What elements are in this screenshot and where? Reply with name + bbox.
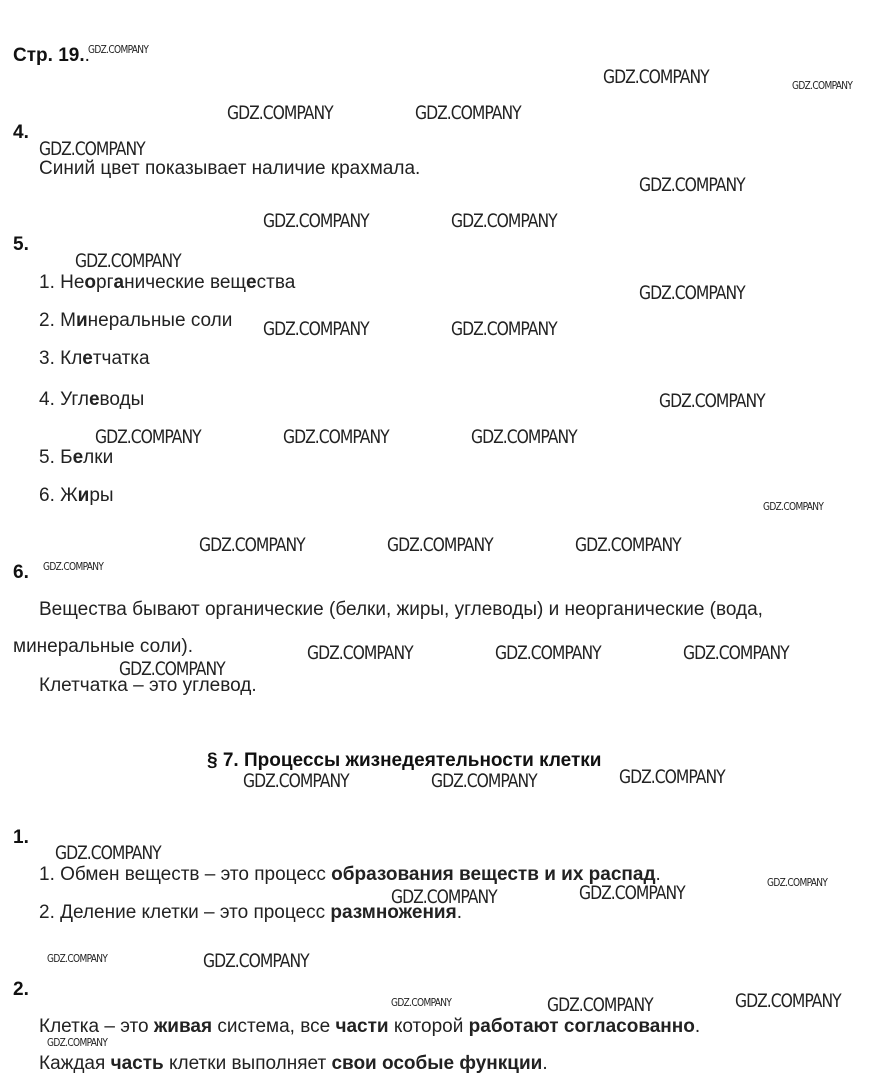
watermark-text: GDZ.COMPANY bbox=[263, 210, 369, 232]
p7-answer-2-line-2 bbox=[39, 1053, 548, 1075]
answer-bold-text: живая bbox=[153, 1016, 213, 1037]
item-text: ры bbox=[89, 485, 114, 506]
answer-text: система, все bbox=[212, 1016, 336, 1037]
section-5-number: 5. bbox=[13, 234, 29, 255]
answer-bold-text: работают согласованно bbox=[468, 1016, 695, 1037]
watermark-text: GDZ.COMPANY bbox=[495, 642, 601, 664]
watermark-text: GDZ.COMPANY bbox=[575, 534, 681, 556]
watermark-text: GDZ.COMPANY bbox=[431, 770, 537, 792]
answer-text: 1. Обмен веществ – это процесс bbox=[39, 864, 332, 885]
answer-text: . bbox=[694, 1016, 701, 1037]
answer-text: Клетка – это bbox=[39, 1016, 154, 1037]
p7-question-1-number: 1. bbox=[13, 827, 29, 848]
section-6-number: 6. bbox=[13, 562, 29, 583]
item-text: 3. Кл bbox=[39, 348, 83, 369]
item-bold-letter: и bbox=[75, 310, 88, 331]
item-bold-letter: е bbox=[88, 389, 100, 410]
watermark-text: GDZ.COMPANY bbox=[227, 102, 333, 124]
list-item-fats bbox=[39, 485, 114, 507]
section-4-text: Синий цвет показывает наличие крахмала. bbox=[39, 158, 421, 179]
watermark-text: GDZ.COMPANY bbox=[47, 952, 108, 965]
watermark-text: GDZ.COMPANY bbox=[451, 318, 557, 340]
answer-bold-text: образования веществ и их распад bbox=[331, 864, 656, 885]
watermark-text: GDZ.COMPANY bbox=[603, 66, 709, 88]
item-bold-letter: и bbox=[77, 485, 90, 506]
list-item-minerals bbox=[39, 310, 232, 332]
watermark-text: GDZ.COMPANY bbox=[471, 426, 577, 448]
watermark-text: GDZ.COMPANY bbox=[391, 886, 497, 908]
watermark-text: GDZ.COMPANY bbox=[763, 500, 824, 513]
section-4-number: 4. bbox=[13, 122, 29, 143]
item-bold-letter: е bbox=[82, 348, 93, 369]
watermark-text: GDZ.COMPANY bbox=[659, 390, 765, 412]
p7-answer-2-line-1 bbox=[39, 1016, 700, 1038]
watermark-text: GDZ.COMPANY bbox=[639, 282, 745, 304]
watermark-text: GDZ.COMPANY bbox=[47, 1036, 108, 1049]
answer-bold-text: размножения bbox=[330, 902, 457, 923]
watermark-text: GDZ.COMPANY bbox=[619, 766, 725, 788]
item-text: 1. Не bbox=[39, 272, 85, 293]
watermark-text: GDZ.COMPANY bbox=[415, 102, 521, 124]
item-text: рг bbox=[96, 272, 114, 293]
item-text: неральные соли bbox=[87, 310, 233, 331]
watermark-text: GDZ.COMPANY bbox=[199, 534, 305, 556]
watermark-text: GDZ.COMPANY bbox=[792, 79, 853, 92]
item-text: ства bbox=[256, 272, 296, 293]
watermark-text: GDZ.COMPANY bbox=[75, 250, 181, 272]
answer-text: клетки выполняет bbox=[163, 1053, 332, 1074]
item-text: 5. Б bbox=[39, 447, 73, 468]
answer-text: 2. Деление клетки – это процесс bbox=[39, 902, 331, 923]
watermark-text: GDZ.COMPANY bbox=[263, 318, 369, 340]
watermark-text: GDZ.COMPANY bbox=[55, 842, 161, 864]
answer-text: Каждая bbox=[39, 1053, 111, 1074]
list-item-inorganic bbox=[39, 272, 295, 294]
item-text: 2. М bbox=[39, 310, 76, 331]
list-item-fiber bbox=[39, 348, 150, 370]
watermark-text: GDZ.COMPANY bbox=[307, 642, 413, 664]
item-text: воды bbox=[99, 389, 145, 410]
page-reference bbox=[13, 45, 90, 67]
section-6-line-1: Вещества бывают органические (белки, жиры, углеводы) и неорганические (вода, bbox=[39, 599, 763, 620]
item-bold-letter: о bbox=[84, 272, 97, 293]
watermark-text: GDZ.COMPANY bbox=[547, 994, 653, 1016]
watermark-text: GDZ.COMPANY bbox=[683, 642, 789, 664]
watermark-text: GDZ.COMPANY bbox=[283, 426, 389, 448]
page-reference-text: Стр. 19. bbox=[13, 45, 85, 66]
page-reference-suffix: . bbox=[84, 45, 90, 66]
answer-bold-text: часть bbox=[110, 1053, 164, 1074]
item-text: лки bbox=[83, 447, 114, 468]
watermark-text: GDZ.COMPANY bbox=[119, 658, 225, 680]
paragraph-title: § 7. Процессы жизнедеятельности клетки bbox=[207, 750, 602, 771]
watermark-text: GDZ.COMPANY bbox=[735, 990, 841, 1012]
item-bold-letter: а bbox=[113, 272, 125, 293]
item-bold-letter: е bbox=[246, 272, 257, 293]
watermark-text: GDZ.COMPANY bbox=[451, 210, 557, 232]
watermark-text: GDZ.COMPANY bbox=[95, 426, 201, 448]
item-text: тчатка bbox=[92, 348, 150, 369]
watermark-text: GDZ.COMPANY bbox=[639, 174, 745, 196]
list-item-proteins bbox=[39, 447, 113, 469]
list-item-carbohydrates bbox=[39, 389, 144, 411]
item-text: 4. Угл bbox=[39, 389, 89, 410]
watermark-text: GDZ.COMPANY bbox=[43, 560, 104, 573]
answer-text: . bbox=[456, 902, 462, 923]
answer-text: которой bbox=[388, 1016, 469, 1037]
item-bold-letter: е bbox=[72, 447, 84, 468]
watermark-text: GDZ.COMPANY bbox=[243, 770, 349, 792]
watermark-text: GDZ.COMPANY bbox=[579, 882, 685, 904]
watermark-text: GDZ.COMPANY bbox=[767, 876, 828, 889]
watermark-text: GDZ.COMPANY bbox=[39, 138, 145, 160]
p7-answer-1-metabolism bbox=[39, 864, 661, 886]
answer-text: . bbox=[655, 864, 661, 885]
p7-question-2-number: 2. bbox=[13, 979, 29, 1000]
item-text: нические вещ bbox=[124, 272, 247, 293]
watermark-text: GDZ.COMPANY bbox=[203, 950, 309, 972]
watermark-text: GDZ.COMPANY bbox=[88, 43, 149, 56]
answer-bold-text: свои особые функции bbox=[331, 1053, 543, 1074]
item-text: 6. Ж bbox=[39, 485, 78, 506]
section-6-line-2: минеральные соли). bbox=[13, 636, 194, 657]
answer-bold-text: части bbox=[335, 1016, 389, 1037]
watermark-text: GDZ.COMPANY bbox=[391, 996, 452, 1009]
watermark-text: GDZ.COMPANY bbox=[387, 534, 493, 556]
section-6-line-3: Клетчатка – это углевод. bbox=[39, 675, 257, 696]
answer-text: . bbox=[542, 1053, 548, 1074]
